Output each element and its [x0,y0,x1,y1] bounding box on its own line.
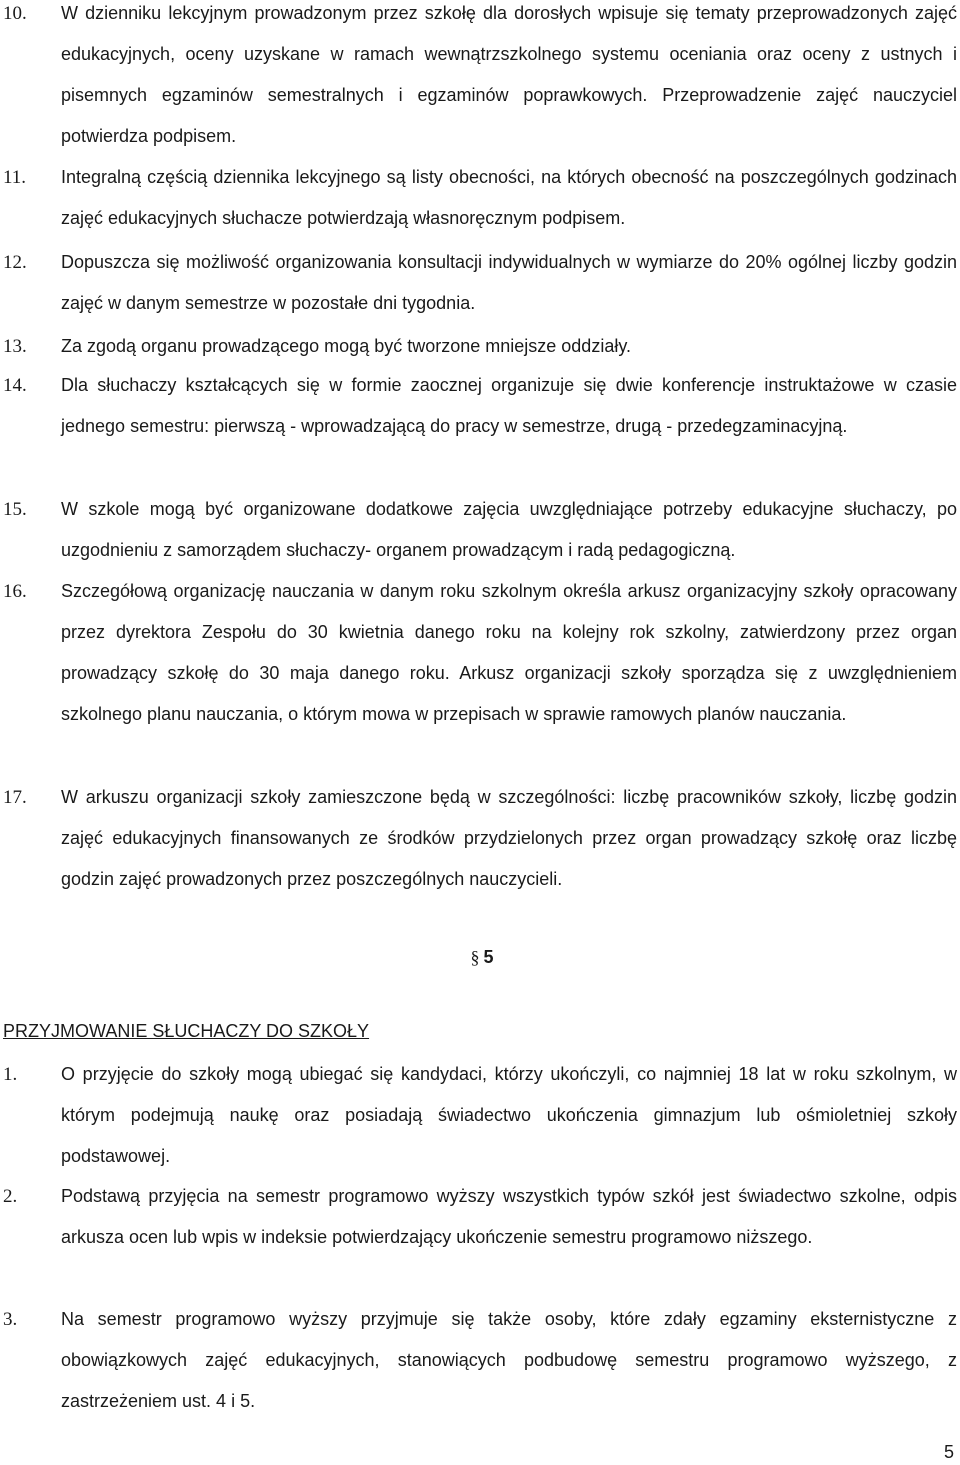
item-text: Na semestr programowo wyższy przyjmuje się także osoby, które zdały egzaminy eksternistyczne z obowiązkowych zajęć edukacyjnych, stanowiących podbudowę semestru programowo wyższego, z zastrzeżeniem ust. 4 i 5. [61,1309,957,1411]
section-symbol: § [470,947,480,967]
item-number: 3. [3,1309,18,1330]
item-number: 1. [3,1064,18,1085]
item-text: O przyjęcie do szkoły mogą ubiegać się kandydaci, którzy ukończyli, co najmniej 18 lat w roku szkolnym, w którym podejmują naukę oraz posiadają świadectwo ukończenia gimnazjum lub ośmioletniej szkoły podstawowej. [61,1064,957,1166]
item-number: 14. [3,375,27,396]
item-text: Integralną częścią dziennika lekcyjnego są listy obecności, na których obecność na poszczególnych godzinach zajęć edukacyjnych słuchacze potwierdzają własnoręcznym podpisem. [61,167,957,228]
item-text: Podstawą przyjęcia na semestr programowo wyższy wszystkich typów szkół jest świadectwo szkolne, odpis arkusza ocen lub wpis w indeksie potwierdzający ukończenie semestru programowo niższego. [61,1186,957,1247]
section-title: PRZYJMOWANIE SŁUCHACZY DO SZKOŁY [3,1021,370,1041]
item-number: 11. [3,167,27,188]
item-text: Za zgodą organu prowadzącego mogą być tworzone mniejsze oddziały. [61,336,631,356]
item-number: 17. [3,787,27,808]
item-text: W dzienniku lekcyjnym prowadzonym przez szkołę dla dorosłych wpisuje się tematy przeprowadzonych zajęć edukacyjnych, oceny uzyskane w ramach wewnątrzszkolnego systemu oceniania oraz oceny z ustnych i pisemnych egzaminów semestralnych i egzaminów poprawkowych. Przeprowadzenie zajęć nauczyciel potwierdza podpisem. [61,3,957,146]
section-heading [0,942,960,972]
page-number: 5 [943,1442,954,1462]
item-number: 12. [3,252,27,273]
item-number: 10. [3,3,27,24]
item-number: 2. [3,1186,18,1207]
item-number: 15. [3,499,27,520]
item-text: W arkuszu organizacji szkoły zamieszczone będą w szczególności: liczbę pracowników szkoły, liczbę godzin zajęć edukacyjnych finansowanych ze środków przydzielonych przez organ prowadzący szkołę oraz liczbę godzin zajęć prowadzonych przez poszczególnych nauczycieli. [61,787,957,889]
item-text: Dla słuchaczy kształcących się w formie zaocznej organizuje się dwie konferencje instruktażowe w czasie jednego semestru: pierwszą - wprowadzającą do pracy w semestrze, drugą - przedegzaminacyjną. [61,375,957,436]
item-number: 16. [3,581,27,602]
item-text: Szczegółową organizację nauczania w danym roku szkolnym określa arkusz organizacyjny szkoły opracowany przez dyrektora Zespołu do 30 kwietnia danego roku na kolejny rok szkolny, zatwierdzony przez organ prowadzący szkołę do 30 maja danego roku. Arkusz organizacji szkoły sporządza się z uwzględnieniem szkolnego planu nauczania, o którym mowa w przepisach w sprawie ramowych planów nauczania. [61,581,957,724]
section-number: 5 [483,947,494,967]
item-text: W szkole mogą być organizowane dodatkowe zajęcia uwzględniające potrzeby edukacyjne słuchaczy, po uzgodnieniu z samorządem słuchaczy- organem prowadzącym i radą pedagogiczną. [61,499,957,560]
item-number: 13. [3,336,27,357]
item-text: Dopuszcza się możliwość organizowania konsultacji indywidualnych w wymiarze do 20% ogólnej liczby godzin zajęć w danym semestrze w pozostałe dni tygodnia. [61,252,957,313]
